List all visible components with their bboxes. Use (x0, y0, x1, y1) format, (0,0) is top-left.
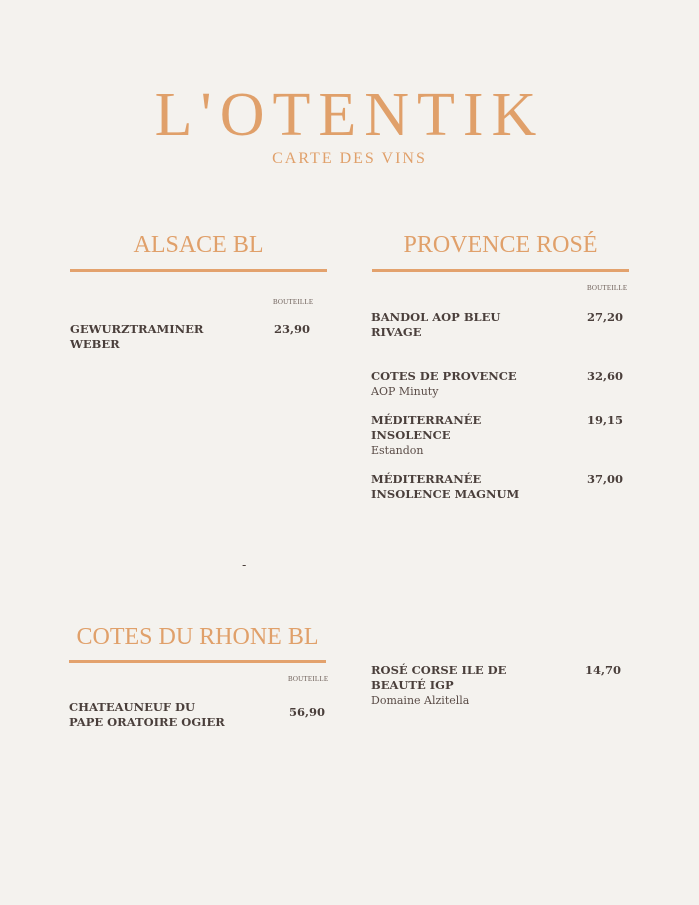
section-title-rhone: COTES DU RHONE BL (76, 624, 319, 650)
wine-producer: Domaine Alzitella (371, 694, 470, 707)
wine-producer: AOP Minuty (371, 385, 439, 398)
wine-price: 32,60 (586, 369, 623, 383)
wine-name: CHATEAUNEUF DU PAPE ORATOIRE OGIER (69, 700, 225, 729)
wine-item (371, 369, 541, 399)
wine-producer: Estandon (371, 444, 424, 457)
section-divider-rhone (69, 660, 326, 663)
section-divider-provence (372, 269, 629, 272)
wine-price: 56,90 (288, 705, 325, 719)
wine-price: 23,90 (273, 322, 310, 336)
wine-item (371, 472, 531, 502)
wine-name: COTES DE PROVENCE (371, 369, 517, 383)
section-title-alsace: ALSACE BL (133, 232, 264, 258)
wine-item (70, 322, 220, 352)
wine-item (69, 700, 229, 730)
wine-item (371, 663, 521, 708)
wine-name: MÉDITERRANÉE INSOLENCE (371, 413, 482, 442)
separator-dash: - (242, 558, 247, 572)
section-divider-alsace (70, 269, 327, 272)
column-label-bouteille: BOUTEILLE (288, 675, 329, 683)
wine-price: 37,00 (586, 472, 623, 486)
wine-item (371, 310, 511, 340)
column-label-bouteille: BOUTEILLE (273, 298, 314, 306)
wine-price: 19,15 (586, 413, 623, 427)
wine-price: 27,20 (586, 310, 623, 324)
wine-name: BANDOL AOP BLEU RIVAGE (371, 310, 501, 339)
column-label-bouteille: BOUTEILLE (587, 284, 628, 292)
section-title-provence: PROVENCE ROSÉ (403, 232, 598, 258)
wine-name: MÉDITERRANÉE INSOLENCE MAGNUM (371, 472, 520, 501)
wine-price: 14,70 (584, 663, 621, 677)
brand-title: L'OTENTIK (154, 81, 545, 149)
wine-name: GEWURZTRAMINER WEBER (70, 322, 204, 351)
menu-subtitle: CARTE DES VINS (272, 150, 427, 167)
wine-item (371, 413, 501, 458)
wine-name: ROSÉ CORSE ILE DE BEAUTÉ IGP (371, 663, 507, 692)
